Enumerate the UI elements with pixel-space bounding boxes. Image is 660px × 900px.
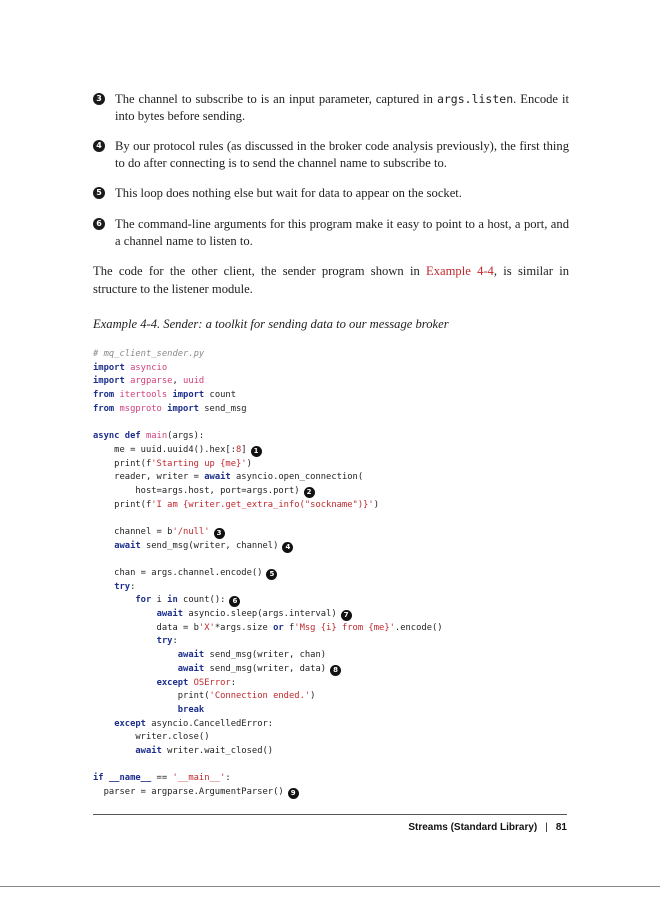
callout-text: The channel to subscribe to is an input parameter, captured in args.listen. Encode it into bytes before sending. <box>115 92 569 123</box>
code-token: count <box>204 390 237 401</box>
callout-number: 6 <box>93 218 105 230</box>
code-callout-marker: 5 <box>266 569 277 580</box>
code-line <box>93 622 573 636</box>
code-line <box>93 745 573 759</box>
code-token: writer.wait_closed() <box>161 745 274 756</box>
callout-number: 5 <box>93 187 105 199</box>
code-token: 'Connection ended.' <box>209 691 311 702</box>
code-token: itertools <box>119 390 168 401</box>
code-token: or <box>273 622 284 633</box>
code-token: ) <box>310 691 316 702</box>
code-line <box>93 718 573 732</box>
code-line <box>93 444 573 458</box>
code-token: await <box>135 745 162 756</box>
code-token: '/null' <box>172 526 210 537</box>
code-token: writer.close() <box>93 732 210 743</box>
code-token: : <box>130 581 136 592</box>
code-line <box>93 786 573 800</box>
code-token: try <box>156 636 173 647</box>
code-token <box>93 746 135 756</box>
code-line <box>93 375 573 389</box>
code-token: main <box>145 431 168 442</box>
code-token: (args): <box>167 431 205 442</box>
code-line <box>93 690 573 704</box>
code-callout-marker: 6 <box>229 596 240 607</box>
code-line <box>93 540 573 554</box>
code-token <box>93 582 114 592</box>
code-token: import <box>93 362 125 373</box>
code-token: in <box>167 595 178 606</box>
code-line <box>93 553 573 567</box>
code-token: send_msg(writer, data) <box>204 663 327 674</box>
code-token: 8 <box>236 444 242 455</box>
code-token: .encode() <box>394 622 443 633</box>
callout-5 <box>93 185 569 202</box>
code-line <box>93 608 573 622</box>
code-token: i <box>151 595 168 606</box>
code-token: async def <box>93 431 141 442</box>
code-token: try <box>114 581 131 592</box>
code-token: data = b <box>93 622 199 633</box>
code-token: import <box>172 390 205 401</box>
page-footer <box>408 822 567 833</box>
footer-separator: | <box>545 822 548 833</box>
code-token: # mq_client_sender.py <box>93 349 205 359</box>
code-token: msgproto <box>119 403 162 414</box>
code-token: *args.size <box>214 622 274 633</box>
callout-number: 3 <box>93 93 105 105</box>
callout-3 <box>93 91 569 125</box>
code-line <box>93 594 573 608</box>
code-token: asyncio.sleep(args.interval) <box>183 609 337 620</box>
code-line <box>93 663 573 677</box>
code-token: except <box>114 718 146 729</box>
code-token: await <box>114 540 141 551</box>
code-token: count(): <box>177 595 226 606</box>
code-token: uuid <box>183 376 205 387</box>
code-token: send_msg(writer, chan) <box>204 650 327 661</box>
code-token: asyncio.open_connection( <box>230 472 364 483</box>
code-token: import <box>93 376 125 387</box>
code-listing <box>93 348 573 800</box>
code-line <box>93 471 573 485</box>
page-edge-line <box>0 886 660 887</box>
code-token: host=args.host, port=args.port) <box>93 485 300 496</box>
code-line <box>93 499 573 513</box>
code-line <box>93 731 573 745</box>
callout-6 <box>93 216 569 250</box>
code-token <box>93 595 135 605</box>
example-caption: Example 4-4. Sender: a toolkit for sending data to our message broker <box>93 317 449 331</box>
callout-text: The command-line arguments for this program make it easy to point to a host, a port, and a channel name to listen to. <box>115 217 569 248</box>
callout-number: 4 <box>93 140 105 152</box>
code-line <box>93 403 573 417</box>
code-line <box>93 581 573 595</box>
code-token: print( <box>93 691 210 702</box>
code-callout-marker: 4 <box>282 542 293 553</box>
code-token: == <box>151 773 173 784</box>
code-token: send_msg(writer, channel) <box>140 540 279 551</box>
code-line <box>93 485 573 499</box>
code-line <box>93 389 573 403</box>
code-token: : <box>172 636 178 647</box>
code-line <box>93 430 573 444</box>
callout-text: By our protocol rules (as discussed in the broker code analysis previously), the first thing to do after connecting is to send the channel name to subscribe to. <box>115 139 569 170</box>
code-token <box>93 636 157 646</box>
code-token: : <box>230 677 237 688</box>
code-line <box>93 567 573 581</box>
callout-text: This loop does nothing else but wait for data to appear on the socket. <box>115 186 462 200</box>
code-line <box>93 772 573 786</box>
code-token: 'Starting up {me}' <box>151 458 247 469</box>
code-callout-marker: 3 <box>214 528 225 539</box>
code-line <box>93 759 573 773</box>
code-token: reader, writer = <box>93 472 205 483</box>
code-callout-marker: 9 <box>288 788 299 799</box>
code-callout-marker: 7 <box>341 610 352 621</box>
code-token: : <box>225 773 231 784</box>
code-token: ] <box>241 444 247 455</box>
code-token <box>93 678 157 688</box>
code-token: from <box>93 390 115 401</box>
code-token <box>93 719 114 729</box>
code-token: await <box>204 472 231 483</box>
code-token: 'Msg {i} from {me}' <box>294 622 395 633</box>
code-token: except <box>156 677 189 688</box>
code-token: import <box>167 403 199 414</box>
code-callout-marker: 1 <box>251 446 262 457</box>
code-token <box>93 705 178 715</box>
code-line <box>93 416 573 430</box>
code-line <box>93 677 573 691</box>
code-token: f <box>283 622 295 633</box>
code-token <box>93 609 157 619</box>
code-line <box>93 526 573 540</box>
callout-4 <box>93 138 569 172</box>
code-token: __name__ <box>108 773 152 784</box>
code-token <box>93 664 178 674</box>
code-token: for <box>135 595 152 606</box>
code-token: 'I am {writer.get_extra_info("sockname")}' <box>151 499 374 510</box>
code-line <box>93 512 573 526</box>
code-token: channel = b <box>93 526 173 537</box>
example-cross-reference-link[interactable]: Example 4-4 <box>426 264 494 278</box>
page-number: 81 <box>555 822 567 833</box>
running-title: Streams (Standard Library) <box>408 822 538 833</box>
code-token <box>93 541 114 551</box>
code-token: ) <box>246 458 252 469</box>
code-token: print(f <box>93 458 152 469</box>
code-token: argparse <box>130 376 173 387</box>
code-line <box>93 348 573 362</box>
code-token: if <box>93 773 104 784</box>
body-paragraph: The code for the other client, the sender program shown in Example 4-4, is similar in structure to the listener module. <box>93 264 569 296</box>
code-token: send_msg <box>198 403 247 414</box>
code-token <box>93 650 178 660</box>
code-token: OSError <box>193 677 231 688</box>
code-line <box>93 458 573 472</box>
code-token: await <box>156 609 184 620</box>
code-line <box>93 362 573 376</box>
footer-divider <box>93 814 567 815</box>
code-token: ) <box>373 499 380 510</box>
code-line <box>93 704 573 718</box>
code-line <box>93 649 573 663</box>
code-token: from <box>93 403 115 414</box>
code-token: parser = argparse.ArgumentParser() <box>93 787 284 797</box>
code-token: 'X' <box>198 622 215 633</box>
code-token: break <box>177 704 205 715</box>
code-token: '__main__' <box>172 773 226 784</box>
code-line <box>93 635 573 649</box>
code-token: chan = args.channel.encode() <box>93 568 263 578</box>
code-token: me = uuid.uuid4().hex[: <box>93 444 236 455</box>
code-token: print(f <box>93 499 152 510</box>
code-callout-marker: 2 <box>304 487 315 498</box>
code-token: asyncio <box>130 362 168 373</box>
code-token: , <box>172 376 184 387</box>
code-callout-marker: 8 <box>330 665 341 676</box>
code-token: await <box>177 650 205 661</box>
code-token: asyncio.CancelledError: <box>145 718 274 729</box>
code-token: await <box>177 663 205 674</box>
inline-code: args.listen <box>436 92 514 106</box>
